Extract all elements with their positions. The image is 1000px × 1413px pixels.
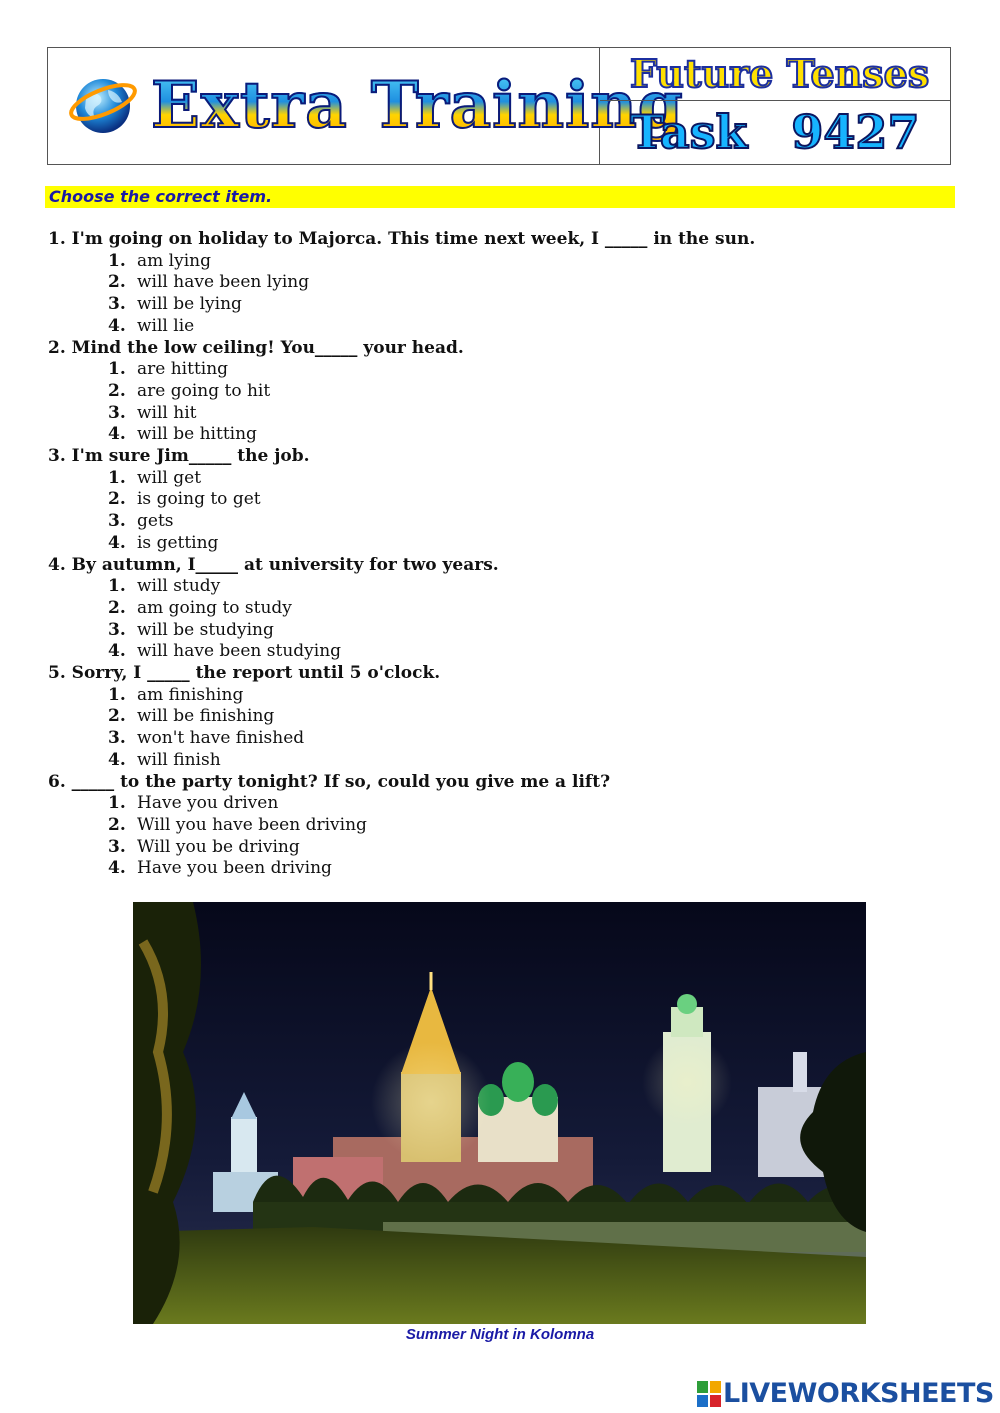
option-text: Have you driven	[137, 793, 279, 814]
answer-option[interactable]	[48, 793, 948, 815]
question-text: 4. By autumn, I_____ at university for two years.	[48, 554, 499, 575]
option-text: will have been studying	[137, 641, 342, 662]
answer-option[interactable]	[48, 750, 948, 772]
answer-option[interactable]	[48, 858, 948, 880]
photo-caption: Summer Night in Kolomna	[405, 1326, 595, 1343]
question-1	[48, 229, 948, 338]
question-text: 3. I'm sure Jim_____ the job.	[48, 446, 310, 467]
answer-option[interactable]	[48, 316, 948, 338]
option-text: am finishing	[137, 684, 244, 705]
option-text: am going to study	[137, 597, 292, 618]
header-box	[47, 47, 951, 165]
question-2	[48, 338, 948, 447]
answer-option[interactable]	[48, 815, 948, 837]
option-number: 1.	[108, 576, 126, 597]
question-3	[48, 446, 948, 555]
option-text: Have you been driving	[137, 858, 332, 879]
option-number: 2.	[108, 489, 126, 510]
question-5	[48, 663, 948, 772]
answer-option[interactable]	[48, 424, 948, 446]
kolomna-night-photo	[133, 902, 866, 1324]
option-number: 4.	[108, 749, 126, 770]
question-4	[48, 555, 948, 664]
option-number: 3.	[108, 728, 126, 749]
option-text: are going to hit	[137, 380, 271, 401]
answer-option[interactable]	[48, 620, 948, 642]
option-text: will hit	[137, 402, 197, 423]
answer-option[interactable]	[48, 706, 948, 728]
option-number: 2.	[108, 272, 126, 293]
brand-cell	[48, 48, 684, 164]
liveworksheets-mark-icon	[697, 1381, 721, 1407]
question-text: 2. Mind the low ceiling! You_____ your head.	[48, 337, 464, 358]
question-text: 1. I'm going on holiday to Majorca. This time next week, I _____ in the sun.	[48, 229, 756, 249]
question-6	[48, 772, 948, 881]
option-number: 4.	[108, 858, 126, 879]
answer-option[interactable]	[48, 576, 948, 598]
option-number: 4.	[108, 641, 126, 662]
option-text: Will you be driving	[137, 836, 300, 857]
instruction-text: Choose the correct item.	[49, 187, 273, 206]
option-number: 4.	[108, 424, 126, 445]
answer-option[interactable]	[48, 837, 948, 859]
answer-option[interactable]	[48, 533, 948, 555]
answer-option[interactable]	[48, 381, 948, 403]
option-number: 2.	[108, 597, 126, 618]
option-number: 2.	[108, 706, 126, 727]
option-number: 3.	[108, 619, 126, 640]
instruction-bar	[45, 186, 955, 208]
option-text: will be lying	[137, 294, 242, 315]
option-text: will have been lying	[137, 272, 310, 293]
option-number: 1.	[108, 793, 126, 814]
option-text: will study	[137, 576, 221, 597]
topic-cell	[600, 48, 950, 101]
brand-title: Extra Training	[151, 62, 684, 150]
option-text: gets	[137, 511, 174, 532]
option-text: will get	[137, 467, 202, 488]
option-number: 2.	[108, 814, 126, 835]
question-text: 5. Sorry, I _____ the report until 5 o'clock.	[48, 663, 441, 684]
option-number: 4.	[108, 315, 126, 336]
option-number: 1.	[108, 684, 126, 705]
answer-option[interactable]	[48, 641, 948, 663]
option-number: 3.	[108, 836, 126, 857]
option-text: will be finishing	[137, 706, 275, 727]
answer-option[interactable]	[48, 489, 948, 511]
option-number: 4.	[108, 532, 126, 553]
answer-option[interactable]	[48, 359, 948, 381]
option-text: will finish	[137, 749, 221, 770]
globe-icon	[68, 68, 138, 138]
option-number: 3.	[108, 294, 126, 315]
question-list	[48, 229, 948, 880]
answer-option[interactable]	[48, 468, 948, 490]
answer-option[interactable]	[48, 728, 948, 750]
option-text: is going to get	[137, 489, 261, 510]
option-text: will be studying	[137, 619, 274, 640]
answer-option[interactable]	[48, 272, 948, 294]
option-number: 1.	[108, 467, 126, 488]
answer-option[interactable]	[48, 685, 948, 707]
answer-option[interactable]	[48, 251, 948, 273]
answer-option[interactable]	[48, 598, 948, 620]
task-cell	[600, 101, 950, 164]
option-text: Will you have been driving	[137, 814, 367, 835]
option-text: are hitting	[137, 359, 229, 380]
topic-title: Future Tenses	[630, 51, 930, 96]
task-title: Task 9427	[630, 105, 920, 159]
option-number: 1.	[108, 359, 126, 380]
option-number: 1.	[108, 250, 126, 271]
option-text: is getting	[137, 532, 219, 553]
option-number: 2.	[108, 380, 126, 401]
option-text: will lie	[137, 315, 195, 336]
option-number: 3.	[108, 511, 126, 532]
option-number: 3.	[108, 402, 126, 423]
answer-option[interactable]	[48, 403, 948, 425]
liveworksheets-wordmark: LIVEWORKSHEETS	[723, 1378, 994, 1409]
option-text: will be hitting	[137, 424, 257, 445]
answer-option[interactable]	[48, 294, 948, 316]
answer-option[interactable]	[48, 511, 948, 533]
question-text: 6. _____ to the party tonight? If so, could you give me a lift?	[48, 771, 611, 792]
option-text: am lying	[137, 250, 211, 271]
option-text: won't have finished	[137, 728, 305, 749]
